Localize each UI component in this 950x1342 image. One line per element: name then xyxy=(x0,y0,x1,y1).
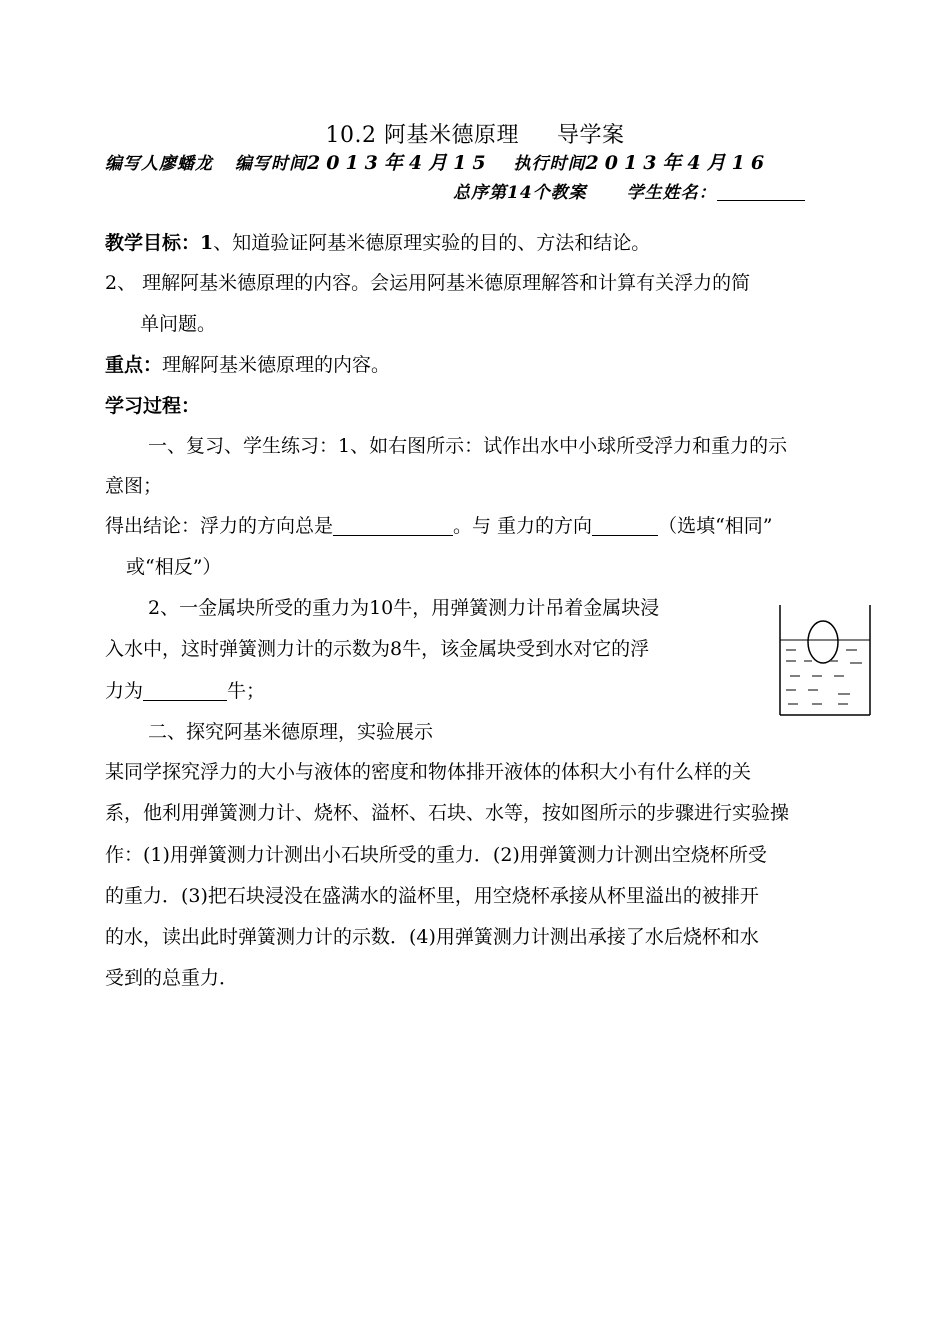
keypoint-text: 理解阿基米德原理的内容。 xyxy=(162,354,391,376)
header-serial-line xyxy=(453,178,805,203)
conclusion-text-c: （选填“相同” xyxy=(658,515,773,537)
conclusion-text-a: 得出结论：浮力的方向总是 xyxy=(105,515,334,537)
conclusion-line xyxy=(105,514,773,538)
explore-paragraph-line-3: 作：(1)用弹簧测力计测出小石块所受的重力．(2)用弹簧测力计测出空烧杯所受 xyxy=(105,844,767,866)
explore-paragraph-line-1: 某同学探究浮力的大小与液体的密度和物体排开液体的体积大小有什么样的关 xyxy=(105,761,752,783)
exec-time-label: 执行时间 xyxy=(513,154,586,174)
review-line-2: 意图； xyxy=(105,475,163,497)
explore-paragraph-line-2: 系，他利用弹簧测力计、烧杯、溢杯、石块、水等，按如图所示的步骤进行实验操 xyxy=(105,802,790,824)
question-2-text-b: 牛； xyxy=(227,680,266,702)
title-suffix: 导学案 xyxy=(556,123,625,148)
student-name-label: 学生姓名： xyxy=(626,183,717,203)
buoyancy-direction-blank[interactable] xyxy=(333,515,453,536)
process-label: 学习过程： xyxy=(105,395,201,417)
title-main: 10.2 阿基米德原理 xyxy=(325,123,519,148)
gravity-direction-blank[interactable] xyxy=(592,515,658,536)
write-date: 2013年4月15 xyxy=(307,152,492,174)
student-name-field[interactable] xyxy=(717,183,805,201)
serial-number: 总序第14个教案 xyxy=(453,183,587,203)
beaker-ball-figure xyxy=(778,604,872,716)
question-2-line-1: 2、一金属块所受的重力为10牛，用弹簧测力计吊着金属块浸 xyxy=(148,597,660,619)
explore-paragraph-line-5: 的水，读出此时弹簧测力计的示数．(4)用弹簧测力计测出承接了水后烧杯和水 xyxy=(105,926,759,948)
explore-paragraph-line-6: 受到的总重力． xyxy=(105,967,239,989)
keypoint-line xyxy=(105,353,390,377)
objective-2-line-2: 单问题。 xyxy=(140,313,217,335)
objective-1-text: 、知道验证阿基米德原理实验的目的、方法和结论。 xyxy=(213,232,651,254)
explore-paragraph-line-4: 的重力．(3)把石块浸没在盛满水的溢杯里，用空烧杯承接从杯里溢出的被排开 xyxy=(105,885,759,907)
objective-2-line-1: 2、 理解阿基米德原理的内容。会运用阿基米德原理解答和计算有关浮力的简 xyxy=(105,272,751,294)
review-line-1: 一、复习、学生练习：1、如右图所示：试作出水中小球所受浮力和重力的示 xyxy=(148,435,788,457)
objectives-line xyxy=(105,231,650,255)
explore-heading: 二、探究阿基米德原理，实验展示 xyxy=(148,721,434,743)
objectives-label: 教学目标： xyxy=(105,232,201,254)
page-title xyxy=(0,118,950,149)
buoyancy-answer-blank[interactable] xyxy=(143,680,227,701)
author: 编写人廖蟠龙 xyxy=(105,154,213,174)
objective-1-number: 1 xyxy=(200,232,214,254)
write-time-label: 编写时间 xyxy=(235,154,307,174)
question-2-line-2: 入水中，这时弹簧测力计的示数为8牛，该金属块受到水对它的浮 xyxy=(105,638,650,660)
exec-date: 2013年4月16 xyxy=(585,152,771,174)
question-2-text-a: 力为 xyxy=(105,680,144,702)
question-2-line-3 xyxy=(105,679,265,703)
conclusion-text-b: 。与 重力的方向 xyxy=(453,515,593,537)
keypoint-label: 重点： xyxy=(105,354,163,376)
header-meta-line xyxy=(105,148,770,175)
conclusion-text-d: 或“相反”） xyxy=(126,556,222,578)
